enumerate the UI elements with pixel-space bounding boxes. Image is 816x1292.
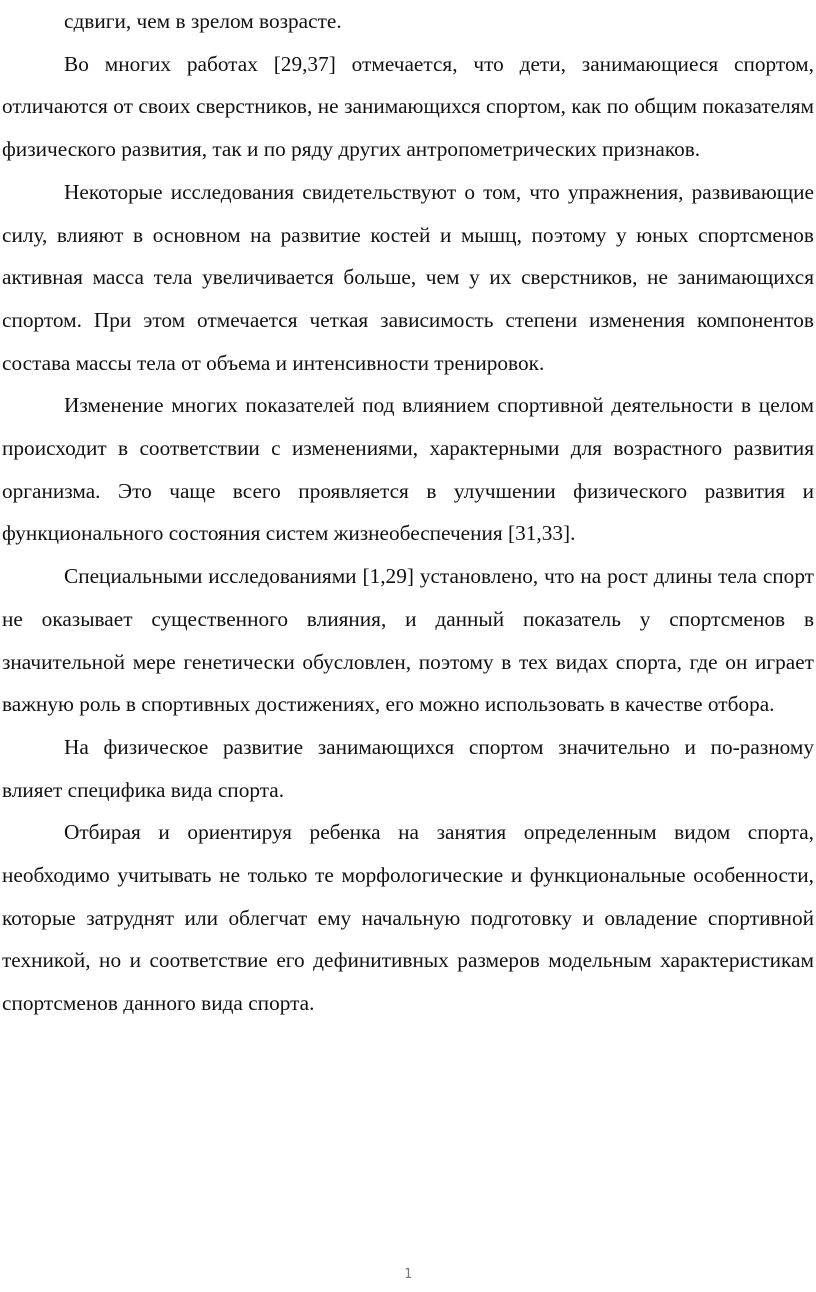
paragraph-body-length: Специальными исследованиями [1,29] установлено, что на рост длины тела спорт не оказывает существенного влияния, и данный показатель у спортсменов в значительной мере генетически обусловлен, поэтому в тех видах спорта, где он играет важную роль в спортивных достижениях, его можно использовать в качестве отбора. [2,564,814,717]
paragraph-sports-children: Во многих работах [29,37] отмечается, что дети, занимающиеся спортом, отличаются от своих сверстников, не занимающихся спортом, как по общим показателям физического развития, так и по ряду других антропометрических признаков. [2,51,814,162]
document-body [2,0,814,1025]
paragraph-continuation: сдвиги, чем в зрелом возрасте. [64,9,342,33]
paragraph-sport-specifics: На физическое развитие занимающихся спортом значительно и по-разному влияет специфика вида спорта. [2,734,814,802]
paragraph-selection: Отбирая и ориентируя ребенка на занятия определенным видом спорта, необходимо учитывать не только те морфологические и функциональные особенности, которые затруднят или облегчат ему начальную подготовку и овладение спортивной техникой, но и соответствие его дефинитивных размеров модельным характеристикам спортсменов данного вида спорта. [2,820,814,1016]
page-number: 1 [404,1267,412,1282]
paragraph-indicator-changes: Изменение многих показателей под влиянием спортивной деятельности в целом происходит в соответствии с изменениями, характерными для возрастного развития организма. Это чаще всего проявляется в улучшении физического развития и функционального состояния систем жизнеобеспечения [31,33]. [2,393,814,546]
paragraph-strength-exercises: Некоторые исследования свидетельствуют о том, что упражнения, развивающие силу, влияют в основном на развитие костей и мышц, поэтому у юных спортсменов активная масса тела увеличивается больше, чем у их сверстников, не занимающихся спортом. При этом отмечается четкая зависимость степени изменения компонентов состава массы тела от объема и интенсивности тренировок. [2,179,814,375]
